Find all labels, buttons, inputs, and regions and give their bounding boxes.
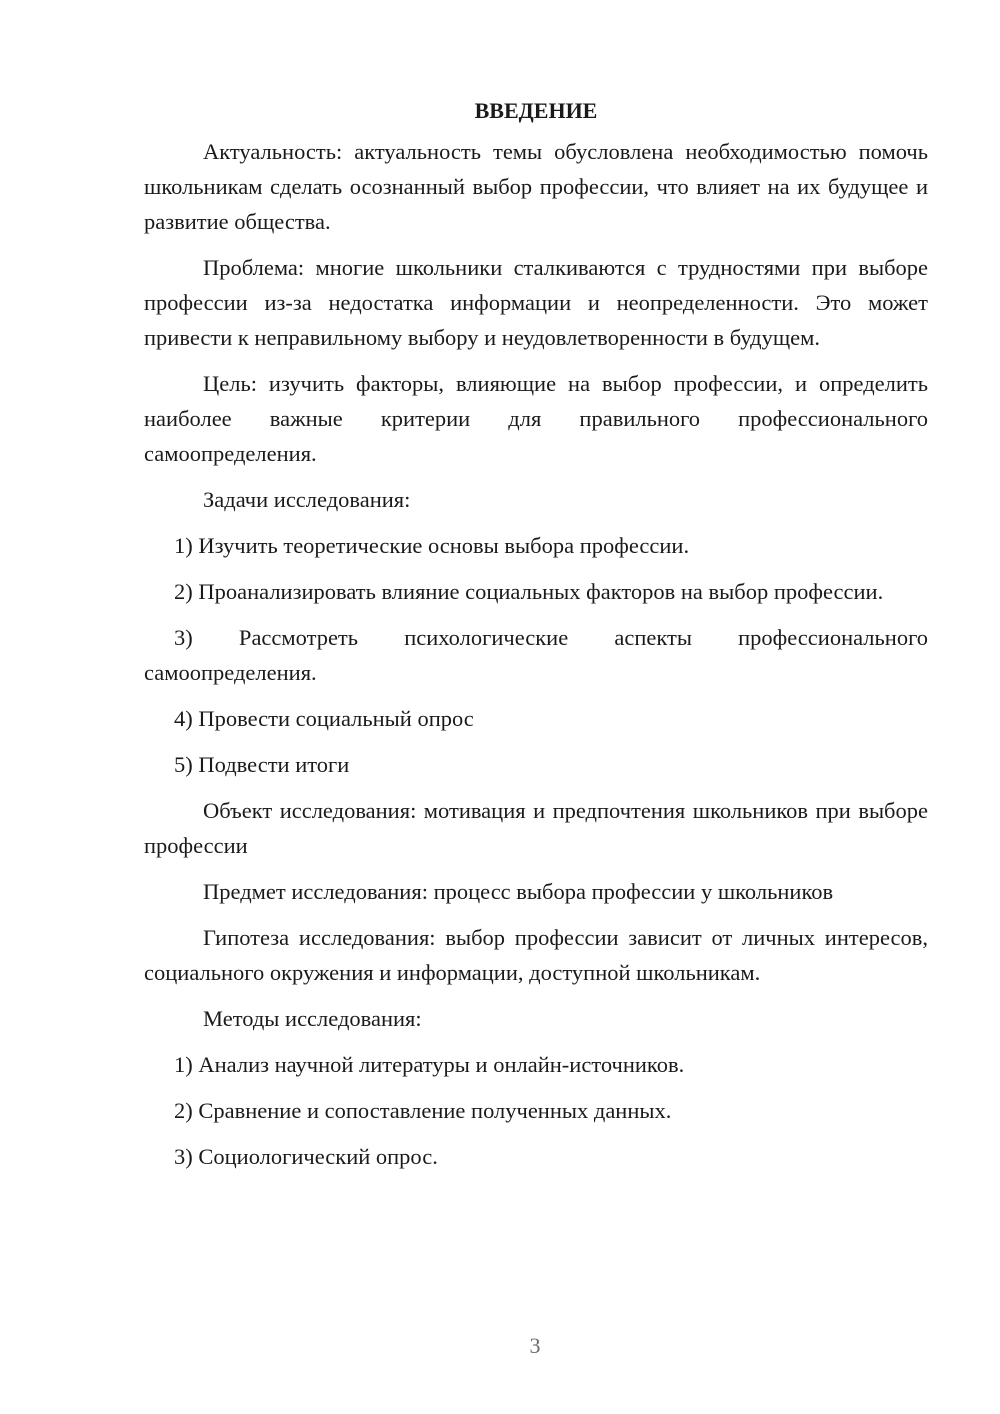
task-item-3: 3) Рассмотреть психологические аспекты профессионального самоопределения. <box>144 625 928 685</box>
task-item-2: 2) Проанализировать влияние социальных факторов на выбор профессии. <box>174 579 884 604</box>
section-title: ВВЕДЕНИЕ <box>474 98 598 123</box>
paragraph-object: Объект исследования: мотивация и предпочтения школьников при выборе профессии <box>144 798 928 858</box>
page-number: 3 <box>529 1333 541 1358</box>
method-item-3: 3) Социологический опрос. <box>174 1144 438 1169</box>
method-item-2: 2) Сравнение и сопоставление полученных данных. <box>174 1098 672 1123</box>
paragraph-relevance: Актуальность: актуальность темы обусловлена необходимостью помочь школьникам сделать осознанный выбор профессии, что влияет на их будущее и развитие общества. <box>144 139 928 234</box>
task-item-1: 1) Изучить теоретические основы выбора профессии. <box>174 533 690 558</box>
document-page <box>144 94 928 1185</box>
paragraph-subject: Предмет исследования: процесс выбора профессии у школьников <box>203 879 834 904</box>
paragraph-hypothesis: Гипотеза исследования: выбор профессии зависит от личных интересов, социального окружения и информации, доступной школьникам. <box>144 925 928 985</box>
paragraph-tasks-heading: Задачи исследования: <box>203 487 411 512</box>
paragraph-problem: Проблема: многие школьники сталкиваются с трудностями при выборе профессии из-за недостатка информации и неопределенности. Это может привести к неправильному выбору и неудовлетворенности в будущем. <box>144 255 928 350</box>
task-item-4: 4) Провести социальный опрос <box>174 706 474 731</box>
method-item-1: 1) Анализ научной литературы и онлайн-источников. <box>174 1052 685 1077</box>
paragraph-goal: Цель: изучить факторы, влияющие на выбор профессии, и определить наиболее важные критерии для правильного профессионального самоопределения. <box>144 371 928 466</box>
task-item-5: 5) Подвести итоги <box>174 752 350 777</box>
paragraph-methods-heading: Методы исследования: <box>203 1006 422 1031</box>
